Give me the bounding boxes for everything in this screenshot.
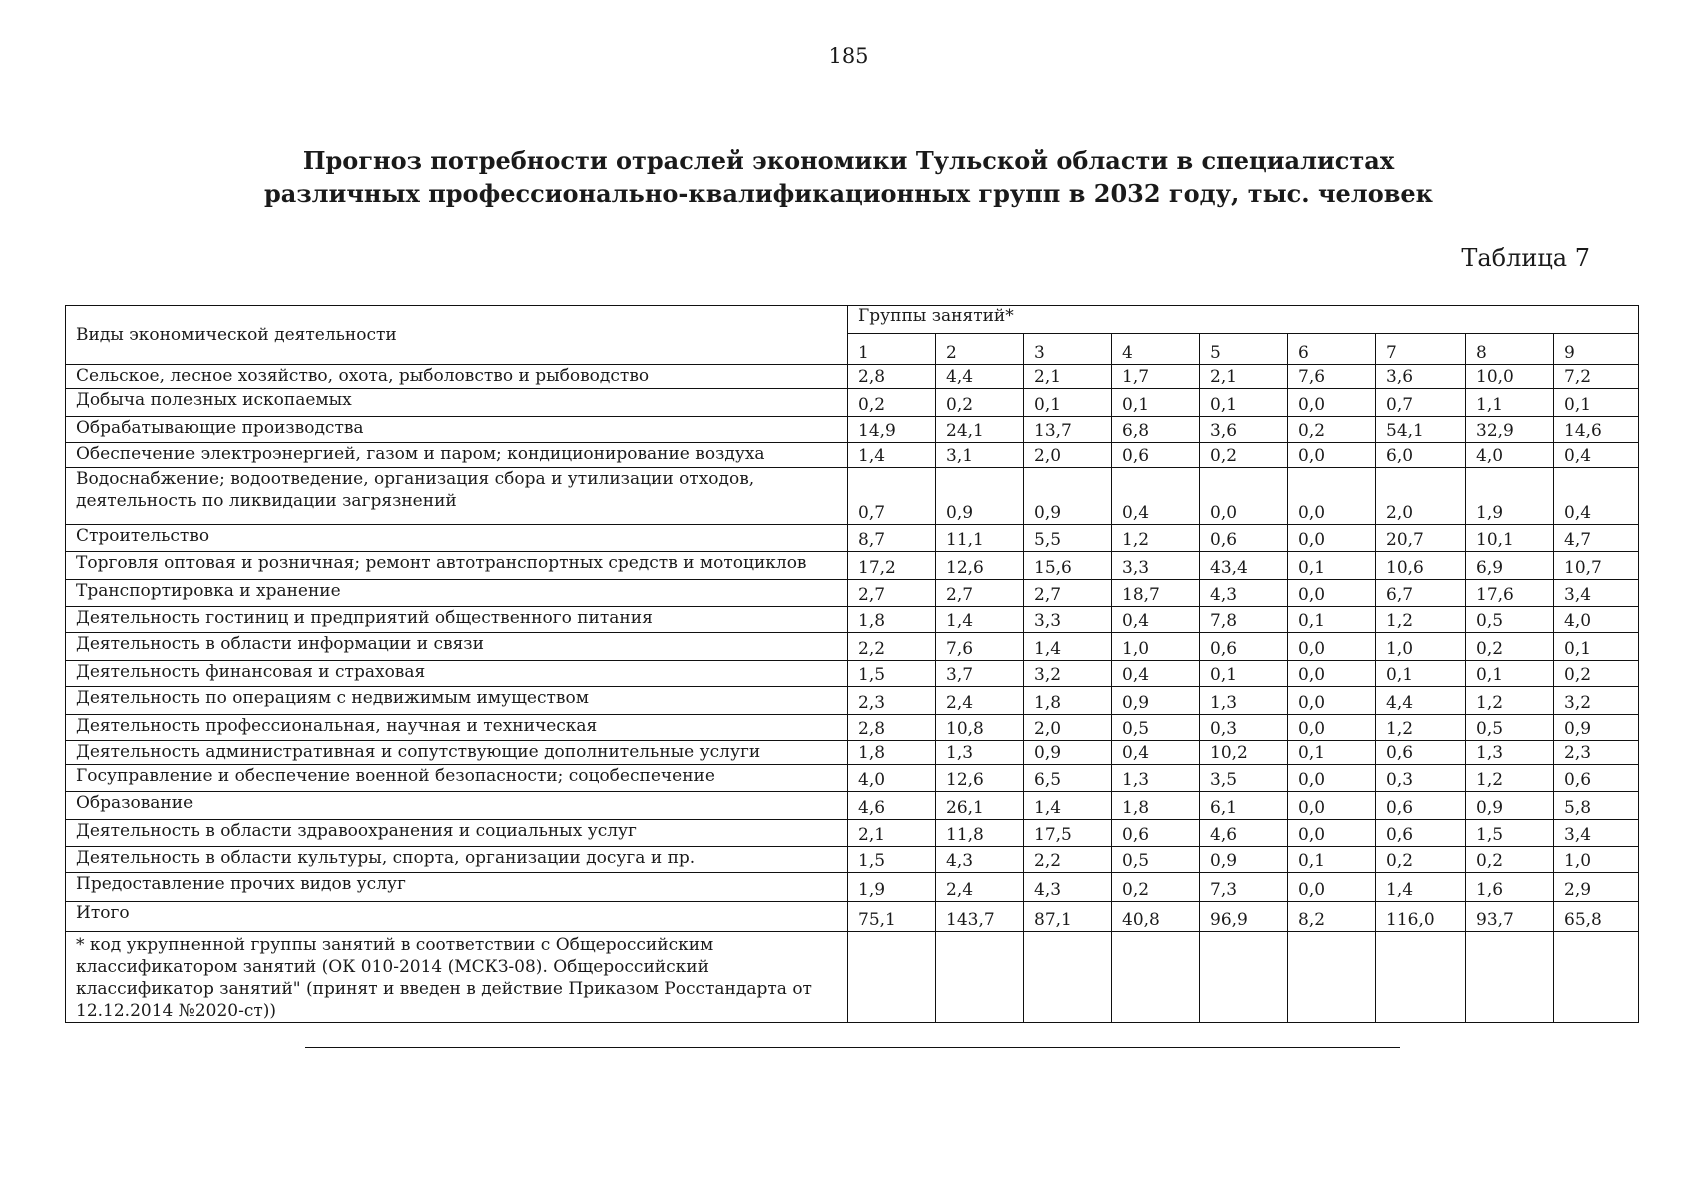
value-cell: 10,2 [1200,741,1288,765]
value-cell: 0,1 [1554,389,1639,417]
value-cell: 1,3 [1112,765,1200,792]
empty-cell [1200,932,1288,1023]
value-cell: 0,6 [1554,765,1639,792]
value-cell: 3,6 [1200,417,1288,443]
row-label: Предоставление прочих видов услуг [66,873,848,902]
value-cell: 0,0 [1288,873,1376,902]
value-cell: 1,5 [848,847,936,873]
value-cell: 0,2 [1288,417,1376,443]
table-row [66,365,1639,389]
value-cell: 17,5 [1024,820,1112,847]
value-cell: 0,0 [1288,765,1376,792]
group-number-5: 5 [1200,334,1288,365]
value-cell: 6,0 [1376,443,1466,468]
value-cell: 1,2 [1112,525,1200,552]
header-group-label: Группы занятий* [848,306,1639,334]
value-cell: 0,1 [1112,389,1200,417]
value-cell: 0,6 [1376,792,1466,820]
value-cell: 0,5 [1466,715,1554,741]
value-cell: 0,1 [1200,661,1288,687]
group-number-6: 6 [1288,334,1376,365]
value-cell: 18,7 [1112,580,1200,607]
row-label: Торговля оптовая и розничная; ремонт автотранспортных средств и мотоциклов [66,552,848,580]
value-cell: 1,4 [1024,633,1112,661]
bottom-rule [305,1047,1400,1048]
value-cell: 1,5 [1466,820,1554,847]
row-label: Деятельность в области культуры, спорта, организации досуга и пр. [66,847,848,873]
table-row [66,443,1639,468]
value-cell: 1,0 [1554,847,1639,873]
value-cell: 0,6 [1200,633,1288,661]
value-cell: 0,1 [1554,633,1639,661]
value-cell: 0,2 [1112,873,1200,902]
table-row [66,580,1639,607]
title-line-1: Прогноз потребности отраслей экономики Тульской области в специалистах [302,146,1395,175]
value-cell: 1,4 [936,607,1024,633]
value-cell: 6,5 [1024,765,1112,792]
value-cell: 0,7 [848,468,936,525]
value-cell: 2,8 [848,715,936,741]
value-cell: 11,1 [936,525,1024,552]
table-label: Таблица 7 [1461,244,1590,272]
value-cell: 116,0 [1376,902,1466,932]
value-cell: 65,8 [1554,902,1639,932]
value-cell: 2,1 [848,820,936,847]
group-number-3: 3 [1024,334,1112,365]
value-cell: 1,1 [1466,389,1554,417]
value-cell: 24,1 [936,417,1024,443]
value-cell: 1,0 [1376,633,1466,661]
value-cell: 4,6 [1200,820,1288,847]
value-cell: 2,7 [936,580,1024,607]
value-cell: 0,9 [1112,687,1200,715]
value-cell: 1,9 [848,873,936,902]
value-cell: 1,2 [1376,607,1466,633]
value-cell: 2,2 [1024,847,1112,873]
value-cell: 0,9 [1554,715,1639,741]
value-cell: 0,9 [1200,847,1288,873]
value-cell: 96,9 [1200,902,1288,932]
row-label: Строительство [66,525,848,552]
group-number-8: 8 [1466,334,1554,365]
row-label: Обеспечение электроэнергией, газом и паром; кондиционирование воздуха [66,443,848,468]
row-label: Итого [66,902,848,932]
value-cell: 1,3 [1466,741,1554,765]
value-cell: 10,1 [1466,525,1554,552]
value-cell: 0,1 [1288,847,1376,873]
value-cell: 0,4 [1112,468,1200,525]
empty-cell [1376,932,1466,1023]
table-row [66,552,1639,580]
value-cell: 7,8 [1200,607,1288,633]
value-cell: 1,8 [1112,792,1200,820]
value-cell: 40,8 [1112,902,1200,932]
value-cell: 0,1 [1200,389,1288,417]
value-cell: 143,7 [936,902,1024,932]
value-cell: 1,8 [848,741,936,765]
value-cell: 4,6 [848,792,936,820]
value-cell: 2,1 [1200,365,1288,389]
value-cell: 1,4 [848,443,936,468]
row-label: Деятельность административная и сопутствующие дополнительные услуги [66,741,848,765]
value-cell: 0,1 [1376,661,1466,687]
table-row [66,792,1639,820]
value-cell: 0,4 [1554,468,1639,525]
value-cell: 3,4 [1554,820,1639,847]
value-cell: 2,4 [936,873,1024,902]
value-cell: 3,2 [1554,687,1639,715]
value-cell: 0,0 [1288,580,1376,607]
value-cell: 2,2 [848,633,936,661]
row-label: Образование [66,792,848,820]
value-cell: 2,0 [1024,715,1112,741]
table-row [66,765,1639,792]
table-row [66,607,1639,633]
value-cell: 6,1 [1200,792,1288,820]
value-cell: 3,5 [1200,765,1288,792]
value-cell: 20,7 [1376,525,1466,552]
value-cell: 2,9 [1554,873,1639,902]
value-cell: 0,9 [1466,792,1554,820]
value-cell: 1,5 [848,661,936,687]
value-cell: 2,1 [1024,365,1112,389]
value-cell: 0,9 [1024,468,1112,525]
value-cell: 1,2 [1466,687,1554,715]
value-cell: 43,4 [1200,552,1288,580]
value-cell: 0,0 [1288,633,1376,661]
value-cell: 93,7 [1466,902,1554,932]
value-cell: 2,0 [1024,443,1112,468]
value-cell: 6,9 [1466,552,1554,580]
value-cell: 1,8 [1024,687,1112,715]
table-row [66,715,1639,741]
value-cell: 2,3 [848,687,936,715]
value-cell: 0,1 [1466,661,1554,687]
value-cell: 2,7 [848,580,936,607]
empty-cell [1288,932,1376,1023]
empty-cell [1112,932,1200,1023]
forecast-table [65,305,1639,1023]
value-cell: 1,0 [1112,633,1200,661]
value-cell: 0,4 [1554,443,1639,468]
value-cell: 0,6 [1376,741,1466,765]
value-cell: 1,2 [1466,765,1554,792]
value-cell: 26,1 [936,792,1024,820]
title-line-2: различных профессионально-квалификационных групп в 2032 году, тыс. человек [263,179,1433,208]
row-label: Деятельность профессиональная, научная и техническая [66,715,848,741]
value-cell: 3,7 [936,661,1024,687]
value-cell: 3,2 [1024,661,1112,687]
row-label: Деятельность в области здравоохранения и социальных услуг [66,820,848,847]
value-cell: 7,6 [1288,365,1376,389]
row-label: Деятельность финансовая и страховая [66,661,848,687]
value-cell: 3,4 [1554,580,1639,607]
value-cell: 0,6 [1376,820,1466,847]
row-label: Водоснабжение; водоотведение, организация сбора и утилизации отходов, деятельность по ликвидации загрязнений [66,468,848,525]
value-cell: 1,4 [1024,792,1112,820]
row-label: Госуправление и обеспечение военной безопасности; соцобеспечение [66,765,848,792]
value-cell: 0,0 [1288,661,1376,687]
footnote: * код укрупненной группы занятий в соответствии с Общероссийским классификатором занятий (ОК 010-2014 (МСКЗ-08). Общероссийский классификатор занятий" (принят и введен в действие Приказом Росстандарта от 12.12.2014 №2020-ст)) [66,932,848,1023]
footnote-row [66,932,1639,1023]
value-cell: 0,2 [1466,633,1554,661]
value-cell: 0,0 [1288,687,1376,715]
table-body [66,306,1639,1023]
table-row [66,417,1639,443]
table-row [66,633,1639,661]
value-cell: 0,7 [1376,389,1466,417]
value-cell: 0,5 [1112,715,1200,741]
value-cell: 0,1 [1024,389,1112,417]
value-cell: 4,3 [1200,580,1288,607]
value-cell: 10,6 [1376,552,1466,580]
value-cell: 6,7 [1376,580,1466,607]
value-cell: 10,0 [1466,365,1554,389]
value-cell: 5,8 [1554,792,1639,820]
value-cell: 0,6 [1112,820,1200,847]
value-cell: 2,4 [936,687,1024,715]
page-number: 185 [828,44,869,68]
value-cell: 4,4 [936,365,1024,389]
value-cell: 32,9 [1466,417,1554,443]
value-cell: 7,3 [1200,873,1288,902]
value-cell: 17,2 [848,552,936,580]
row-label: Деятельность в области информации и связи [66,633,848,661]
value-cell: 0,5 [1112,847,1200,873]
value-cell: 15,6 [1024,552,1112,580]
value-cell: 0,6 [1112,443,1200,468]
value-cell: 4,0 [1554,607,1639,633]
table-row [66,820,1639,847]
value-cell: 0,0 [1288,820,1376,847]
table-row [66,468,1639,525]
value-cell: 2,8 [848,365,936,389]
table-row [66,902,1639,932]
value-cell: 6,8 [1112,417,1200,443]
value-cell: 4,0 [848,765,936,792]
value-cell: 1,6 [1466,873,1554,902]
document-title [0,144,1697,210]
value-cell: 4,4 [1376,687,1466,715]
row-label: Транспортировка и хранение [66,580,848,607]
value-cell: 1,3 [936,741,1024,765]
value-cell: 0,4 [1112,607,1200,633]
value-cell: 12,6 [936,552,1024,580]
table-row [66,661,1639,687]
value-cell: 14,6 [1554,417,1639,443]
empty-cell [848,932,936,1023]
table-row [66,847,1639,873]
group-number-1: 1 [848,334,936,365]
value-cell: 3,3 [1024,607,1112,633]
row-label: Деятельность гостиниц и предприятий общественного питания [66,607,848,633]
group-number-9: 9 [1554,334,1639,365]
group-number-7: 7 [1376,334,1466,365]
value-cell: 0,1 [1288,607,1376,633]
header-activity-label: Виды экономической деятельности [66,306,848,365]
value-cell: 3,3 [1112,552,1200,580]
value-cell: 0,6 [1200,525,1288,552]
table-row [66,687,1639,715]
value-cell: 10,8 [936,715,1024,741]
value-cell: 0,9 [1024,741,1112,765]
value-cell: 0,3 [1200,715,1288,741]
table-row [66,389,1639,417]
value-cell: 0,0 [1288,715,1376,741]
value-cell: 3,1 [936,443,1024,468]
row-label: Сельское, лесное хозяйство, охота, рыболовство и рыбоводство [66,365,848,389]
value-cell: 0,3 [1376,765,1466,792]
value-cell: 0,0 [1288,792,1376,820]
value-cell: 7,2 [1554,365,1639,389]
value-cell: 0,0 [1288,389,1376,417]
value-cell: 4,7 [1554,525,1639,552]
group-number-2: 2 [936,334,1024,365]
value-cell: 1,8 [848,607,936,633]
value-cell: 1,4 [1376,873,1466,902]
value-cell: 11,8 [936,820,1024,847]
value-cell: 7,6 [936,633,1024,661]
value-cell: 0,0 [1288,443,1376,468]
value-cell: 87,1 [1024,902,1112,932]
empty-cell [1554,932,1639,1023]
value-cell: 0,9 [936,468,1024,525]
value-cell: 0,2 [1200,443,1288,468]
value-cell: 1,7 [1112,365,1200,389]
empty-cell [1466,932,1554,1023]
value-cell: 0,0 [1288,525,1376,552]
value-cell: 4,0 [1466,443,1554,468]
row-label: Обрабатывающие производства [66,417,848,443]
value-cell: 1,3 [1200,687,1288,715]
value-cell: 0,1 [1288,741,1376,765]
value-cell: 0,4 [1112,661,1200,687]
value-cell: 0,0 [1288,468,1376,525]
value-cell: 0,4 [1112,741,1200,765]
value-cell: 54,1 [1376,417,1466,443]
empty-cell [1024,932,1112,1023]
value-cell: 4,3 [1024,873,1112,902]
row-label: Добыча полезных ископаемых [66,389,848,417]
value-cell: 8,2 [1288,902,1376,932]
group-number-4: 4 [1112,334,1200,365]
value-cell: 17,6 [1466,580,1554,607]
value-cell: 12,6 [936,765,1024,792]
value-cell: 14,9 [848,417,936,443]
value-cell: 0,0 [1200,468,1288,525]
value-cell: 0,5 [1466,607,1554,633]
value-cell: 0,2 [1376,847,1466,873]
empty-cell [936,932,1024,1023]
value-cell: 8,7 [848,525,936,552]
value-cell: 0,2 [848,389,936,417]
value-cell: 1,2 [1376,715,1466,741]
value-cell: 2,0 [1376,468,1466,525]
value-cell: 75,1 [848,902,936,932]
value-cell: 10,7 [1554,552,1639,580]
value-cell: 0,2 [1554,661,1639,687]
header-row [66,306,1639,334]
table-row [66,741,1639,765]
value-cell: 0,1 [1288,552,1376,580]
value-cell: 4,3 [936,847,1024,873]
value-cell: 0,2 [1466,847,1554,873]
value-cell: 13,7 [1024,417,1112,443]
row-label: Деятельность по операциям с недвижимым имуществом [66,687,848,715]
table-row [66,873,1639,902]
value-cell: 2,3 [1554,741,1639,765]
value-cell: 0,2 [936,389,1024,417]
value-cell: 1,9 [1466,468,1554,525]
value-cell: 5,5 [1024,525,1112,552]
value-cell: 2,7 [1024,580,1112,607]
table-row [66,525,1639,552]
value-cell: 3,6 [1376,365,1466,389]
